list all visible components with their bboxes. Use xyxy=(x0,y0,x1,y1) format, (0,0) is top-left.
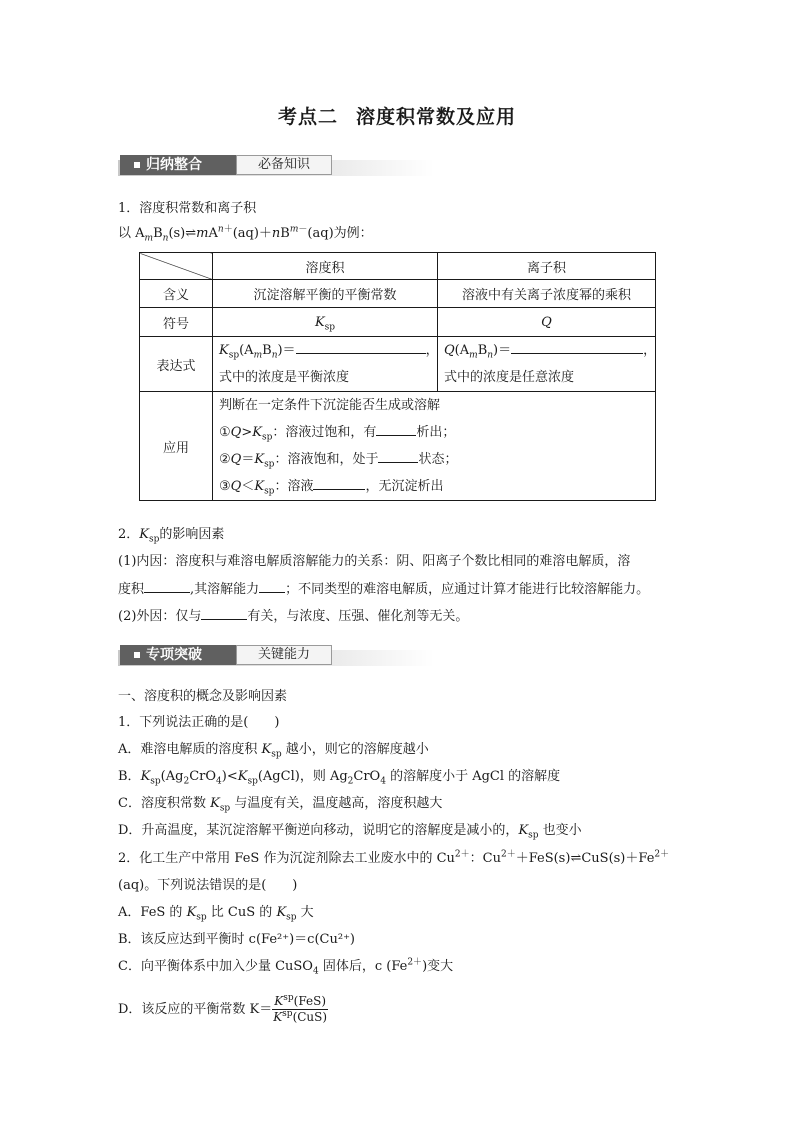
option-2a: A．FeS 的 $K_{sp}$ 比 CuS 的 $K_{sp}$ 大 xyxy=(118,905,314,923)
table-header-row xyxy=(140,253,656,280)
option-2c: C．向平衡体系中加入少量 CuSO$_4$ 固体后，c $(Fe^{2+})$变大 xyxy=(118,957,454,977)
banner-label: 归纳整合 xyxy=(120,155,236,175)
banner-tag: 关键能力 xyxy=(236,645,332,665)
section-heading: 1．溶度积常数和离子积 xyxy=(118,201,257,216)
section-banner-1 xyxy=(118,155,436,181)
title-name: 溶度积常数及应用 xyxy=(356,106,517,128)
question-2-line2: (aq)。下列说法错误的是( ) xyxy=(118,878,298,893)
equilibrium-arrow-icon: ⇌ xyxy=(185,226,197,241)
diagonal-header-cell xyxy=(140,253,213,280)
table-row: 表达式 $K_{sp}(A_mB_n)=$ ， 式中的浓度是平衡浓度 $Q(A_mB_n)=$ ， 式中的浓度是任意浓度 xyxy=(140,337,656,392)
table-row: 应用 判断在一定条件下沉淀能否生成或溶解 $①Q>K_{sp}$：溶液过饱和，有 析出； $②Q=K_{sp}$：溶液饱和，处于 状态； $③Q<K_{sp}$：溶液 ，无沉淀析出 xyxy=(140,392,656,501)
section-banner-2 xyxy=(118,645,436,671)
option-1b: B．$K_{sp}(Ag_2CrO_4)<K_{sp}(AgCl)$，则 $Ag_2CrO_4$ 的溶解度小于 AgCl 的溶解度 xyxy=(118,769,561,787)
paragraph-line: (1)内因：溶度积与难溶电解质溶解能力的关系：阴、阳离子个数比相同的难溶电解质，溶 xyxy=(118,554,631,569)
header-q: 离子积 xyxy=(438,253,656,280)
option-1c: C．溶度积常数 $K_{sp}$ 与温度有关，温度越高，溶度积越大 xyxy=(118,796,443,814)
option-2b: B．该反应达到平衡时 c(Fe²⁺)＝c(Cu²⁺) xyxy=(118,932,356,947)
square-icon xyxy=(134,162,140,168)
question-2: 2．化工生产中常用 FeS 作为沉淀剂除去工业废水中的 $Cu^{2+}$：$Cu^{2+}+FeS(s)\rightleftharpoons CuS(s)+Fe^{2+}$ xyxy=(118,849,670,866)
section-heading: 2．$K_{sp}$的影响因素 xyxy=(118,527,225,545)
page-title xyxy=(0,102,794,129)
option-1d: D．升高温度，某沉淀溶解平衡逆向移动，说明它的溶解度是减小的，$K_{sp}$ 也变小 xyxy=(118,823,582,841)
title-part: 考点二 xyxy=(277,106,338,128)
option-2d: D．该反应的平衡常数 K＝ $\frac{K^{sp}(FeS)}{K^{sp}(CuS)}$ xyxy=(118,993,328,1024)
ksp-fraction: $\frac{K^{sp}(FeS)}{K^{sp}(CuS)}$ xyxy=(273,993,328,1024)
paragraph-line: 度积 ,其溶解能力 ；不同类型的难溶电解质，应通过计算才能进行比较溶解能力。 xyxy=(118,582,650,597)
banner-label: 专项突破 xyxy=(120,645,236,665)
header-ksp: 溶度积 xyxy=(213,253,438,280)
table-row: 符号 $K_{sp}$ Q xyxy=(140,308,656,337)
square-icon xyxy=(134,652,140,658)
equilibrium-arrow-icon: ⇌ xyxy=(570,851,582,866)
banner-tag: 必备知识 xyxy=(236,155,332,175)
table-row: 含义 沉淀溶解平衡的平衡常数 溶液中有关离子浓度幂的乘积 xyxy=(140,280,656,308)
question-1: 1．下列说法正确的是( ) xyxy=(118,715,280,730)
subsection-heading: 一、溶度积的概念及影响因素 xyxy=(118,689,288,704)
comparison-table xyxy=(139,252,656,501)
intro-line: 以 $A_mB_n(s)\rightleftharpoons mA^{n+}(aq)+nB^{m-}(aq)$为例： xyxy=(118,224,373,244)
paragraph-line: (2)外因：仅与 有关，与浓度、压强、催化剂等无关。 xyxy=(118,609,469,624)
option-1a: A．难溶电解质的溶度积 $K_{sp}$ 越小，则它的溶解度越小 xyxy=(118,742,429,760)
